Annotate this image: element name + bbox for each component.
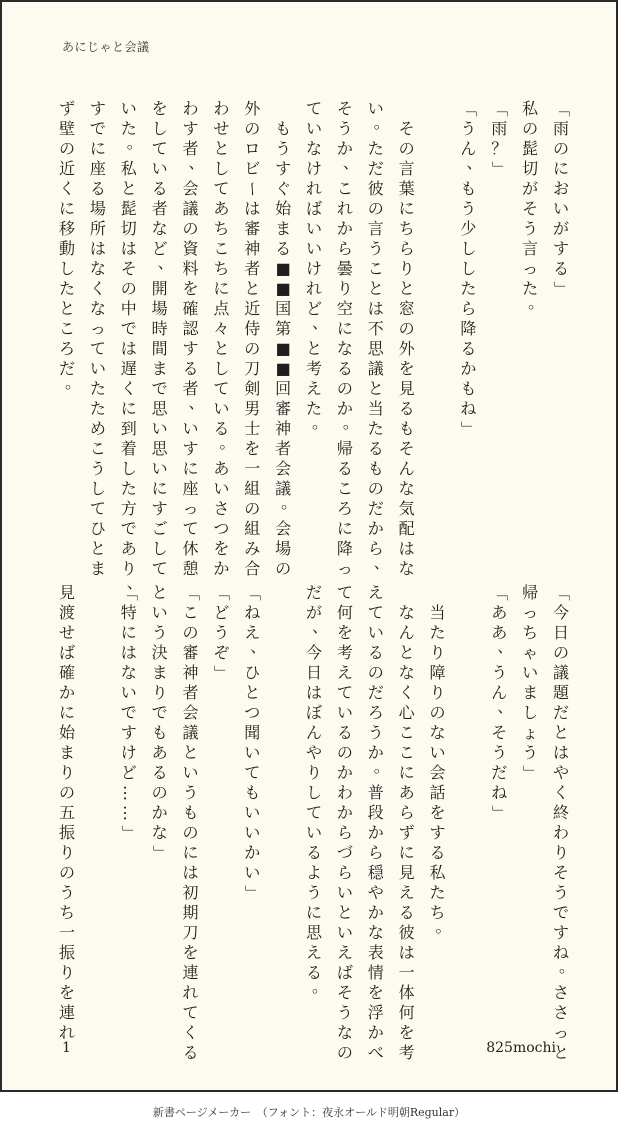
text-column: え て い る の だ ろ う か 。 普 段 か ら 穏 や か な 表 情 を 浮 か べ bbox=[367, 583, 390, 1062]
text-column bbox=[427, 99, 449, 527]
text-column: 外 の ロ ビ ー は 審 神 者 と 近 侍 の 刀 剣 男 士 を 一 組 の 組 み 合 bbox=[243, 99, 263, 578]
text-block-top bbox=[56, 99, 572, 592]
text-column: 「 ど う ぞ 」 bbox=[212, 584, 232, 681]
text-column: だ が 、 今 日 は ぼ ん や り し て い る よ う に 思 え る 。 bbox=[305, 583, 328, 996]
text-column: 「 今 日 の 議 題 だ と は や く 終 わ り そ う で す ね 。 さ さ っ と bbox=[552, 584, 575, 1062]
text-column: わ せ と し て あ ち こ ち に 点 々 と し て い る 。 あ い さ つ を か bbox=[213, 99, 236, 578]
text-column: い た 。 私 と 髭 切 は そ の 中 で は 遅 く に 到 着 し た 方 で あ り 、 bbox=[120, 99, 143, 592]
book-title: あにじゃと会議 bbox=[62, 40, 150, 54]
page-number: 1 bbox=[62, 1040, 71, 1056]
text-column: そ う か 、 こ れ か ら 曇 り 空 に な る の か 。 帰 る こ ろ に 降 っ bbox=[336, 99, 359, 578]
text-column: と い う 決 ま り で も あ る の か な 」 bbox=[150, 583, 170, 861]
text-column: を し て い る 者 な ど 、 開 場 時 間 ま で 思 い 思 い に す ご し て bbox=[151, 99, 174, 578]
text-column bbox=[87, 583, 109, 1011]
text-column: 「 雨 の に お い が す る 」 bbox=[552, 100, 571, 297]
text-column: 私 の 髭 切 が そ う 言 っ た 。 bbox=[522, 99, 545, 312]
text-column: わ す 者 、 会 議 の 資 料 を 確 認 す る 者 、 い す に 座 っ て 休 憩 bbox=[182, 99, 205, 578]
text-column bbox=[457, 583, 479, 1011]
text-column: い 。 た だ 彼 の 言 う こ と は 不 思 議 と 当 た る も の だ か ら 、 bbox=[367, 99, 390, 572]
text-column: な ん と な く 心 こ こ に あ ら ず に 見 え る 彼 は 一 体 何 を 考 bbox=[398, 603, 415, 1062]
text-column: 「 ね え 、 ひ と つ 聞 い て も い い か い 」 bbox=[243, 584, 267, 901]
text-column: 帰 っ ち ゃ い ま し ょ う 」 bbox=[521, 583, 541, 781]
text-column: 当 た り 障 り の な い 会 話 を す る 私 た ち 。 bbox=[429, 603, 452, 936]
text-column: 「 雨 ？ 」 bbox=[490, 100, 510, 177]
text-column: そ の 言 葉 に ち ら り と 窓 の 外 を 見 る も そ ん な 気 配 は な bbox=[398, 119, 415, 578]
author-name: 825mochi bbox=[486, 1040, 556, 1056]
text-column bbox=[272, 583, 294, 1011]
text-column: 「 こ の 審 神 者 会 議 と い う も の に は 初 期 刀 を 連 れ て く る bbox=[181, 584, 201, 1062]
footer-caption: 新書ページメーカー （フォント：夜永オールド明朝Regular） bbox=[152, 1106, 466, 1119]
text-column: す で に 座 る 場 所 は な く な っ て い た た め こ う し て ひ と ま bbox=[89, 99, 106, 578]
text-column: て い な け れ ば い い け れ ど 、 と 考 え た 。 bbox=[305, 99, 328, 432]
text-column: 「 あ あ 、 う ん 、 そ う だ ね 」 bbox=[490, 584, 514, 821]
text-column: 「 う ん 、 も う 少 し し た ら 降 る か も ね 」 bbox=[459, 100, 483, 437]
text-column: ず 壁 の 近 く に 移 動 し た と こ ろ だ 。 bbox=[58, 99, 81, 392]
text-column: も う す ぐ 始 ま る ■ ■ 国 第 ■ ■ 回 審 神 者 会 議 。 会 場 の bbox=[275, 119, 298, 578]
text-column: 見 渡 せ ば 確 か に 始 ま り の 五 振 り の う ち 一 振 り を 連 れ bbox=[58, 583, 75, 1042]
text-column: て 何 を 考 え て い る の か わ か ら づ ら い と い え ば そ う な の bbox=[336, 583, 353, 1062]
text-column: 「 特 に は な い で す け ど … … 」 bbox=[119, 584, 139, 841]
